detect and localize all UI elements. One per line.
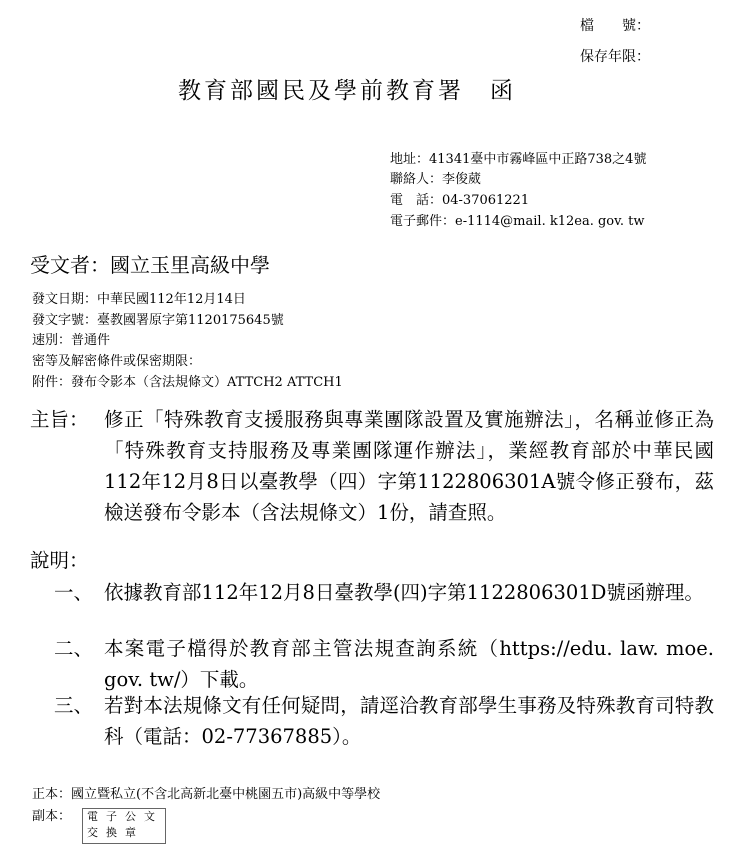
- attachments: 附件：發布令影本（含法規條文）ATTCH2 ATTCH1: [32, 375, 343, 390]
- contact-email: 電子郵件：e-1114@mail. k12ea. gov. tw: [390, 214, 645, 229]
- document-title: 教育部國民及學前教育署 函: [178, 78, 516, 104]
- contact-phone: 電 話：04-37061221: [390, 193, 530, 208]
- document-number: 發文字號：臺教國署原字第1120175645號: [32, 313, 284, 328]
- electronic-document-exchange-stamp: [82, 808, 166, 844]
- delivery-speed: 速別：普通件: [32, 333, 111, 348]
- retention-period-label: 保存年限：: [580, 49, 650, 65]
- explanation-item-number: 一、: [54, 581, 94, 604]
- contact-person: 聯絡人：李俊葳: [390, 172, 482, 187]
- explanation-label: 說明：: [30, 549, 89, 572]
- stamp-line-2: 交換章: [87, 826, 144, 839]
- subject-text: 修正「特殊教育支援服務與專業團隊設置及實施辦法」，名稱並修正為「特殊教育支持服務及專業團隊運作辦法」，業經教育部於中華民國112年12月8日以臺教學（四）字第1122806301A號令修正發布，茲檢送發布令影本（含法規條文）1份，請查照。: [104, 408, 714, 524]
- secrecy-level: 密等及解密條件或保密期限：: [32, 354, 202, 369]
- copy-recipients-label: 副本：: [32, 809, 72, 824]
- explanation-item-number: 二、: [54, 637, 94, 660]
- stamp-line-1: 電子公文: [87, 810, 163, 823]
- explanation-item-number: 三、: [54, 694, 94, 717]
- sender-address: 地址：41341臺中市霧峰區中正路738之4號: [390, 152, 647, 167]
- explanation-item-text: 本案電子檔得於教育部主管法規查詢系統（https://edu. law. moe. gov. tw/）下載。: [104, 637, 714, 691]
- issue-date: 發文日期：中華民國112年12月14日: [32, 292, 246, 307]
- recipient: 受文者：國立玉里高級中學: [30, 253, 270, 277]
- explanation-item-text: 若對本法規條文有任何疑問，請逕洽教育部學生事務及特殊教育司特教科（電話：02-77367885）。: [104, 694, 714, 748]
- explanation-item-text: 依據教育部112年12月8日臺教學(四)字第1122806301D號函辦理。: [104, 581, 704, 604]
- file-number-label: 檔 號：: [580, 18, 650, 34]
- primary-recipients: 正本：國立暨私立(不含北高新北臺中桃園五市)高級中等學校: [32, 787, 381, 802]
- subject-label: 主旨：: [30, 408, 89, 431]
